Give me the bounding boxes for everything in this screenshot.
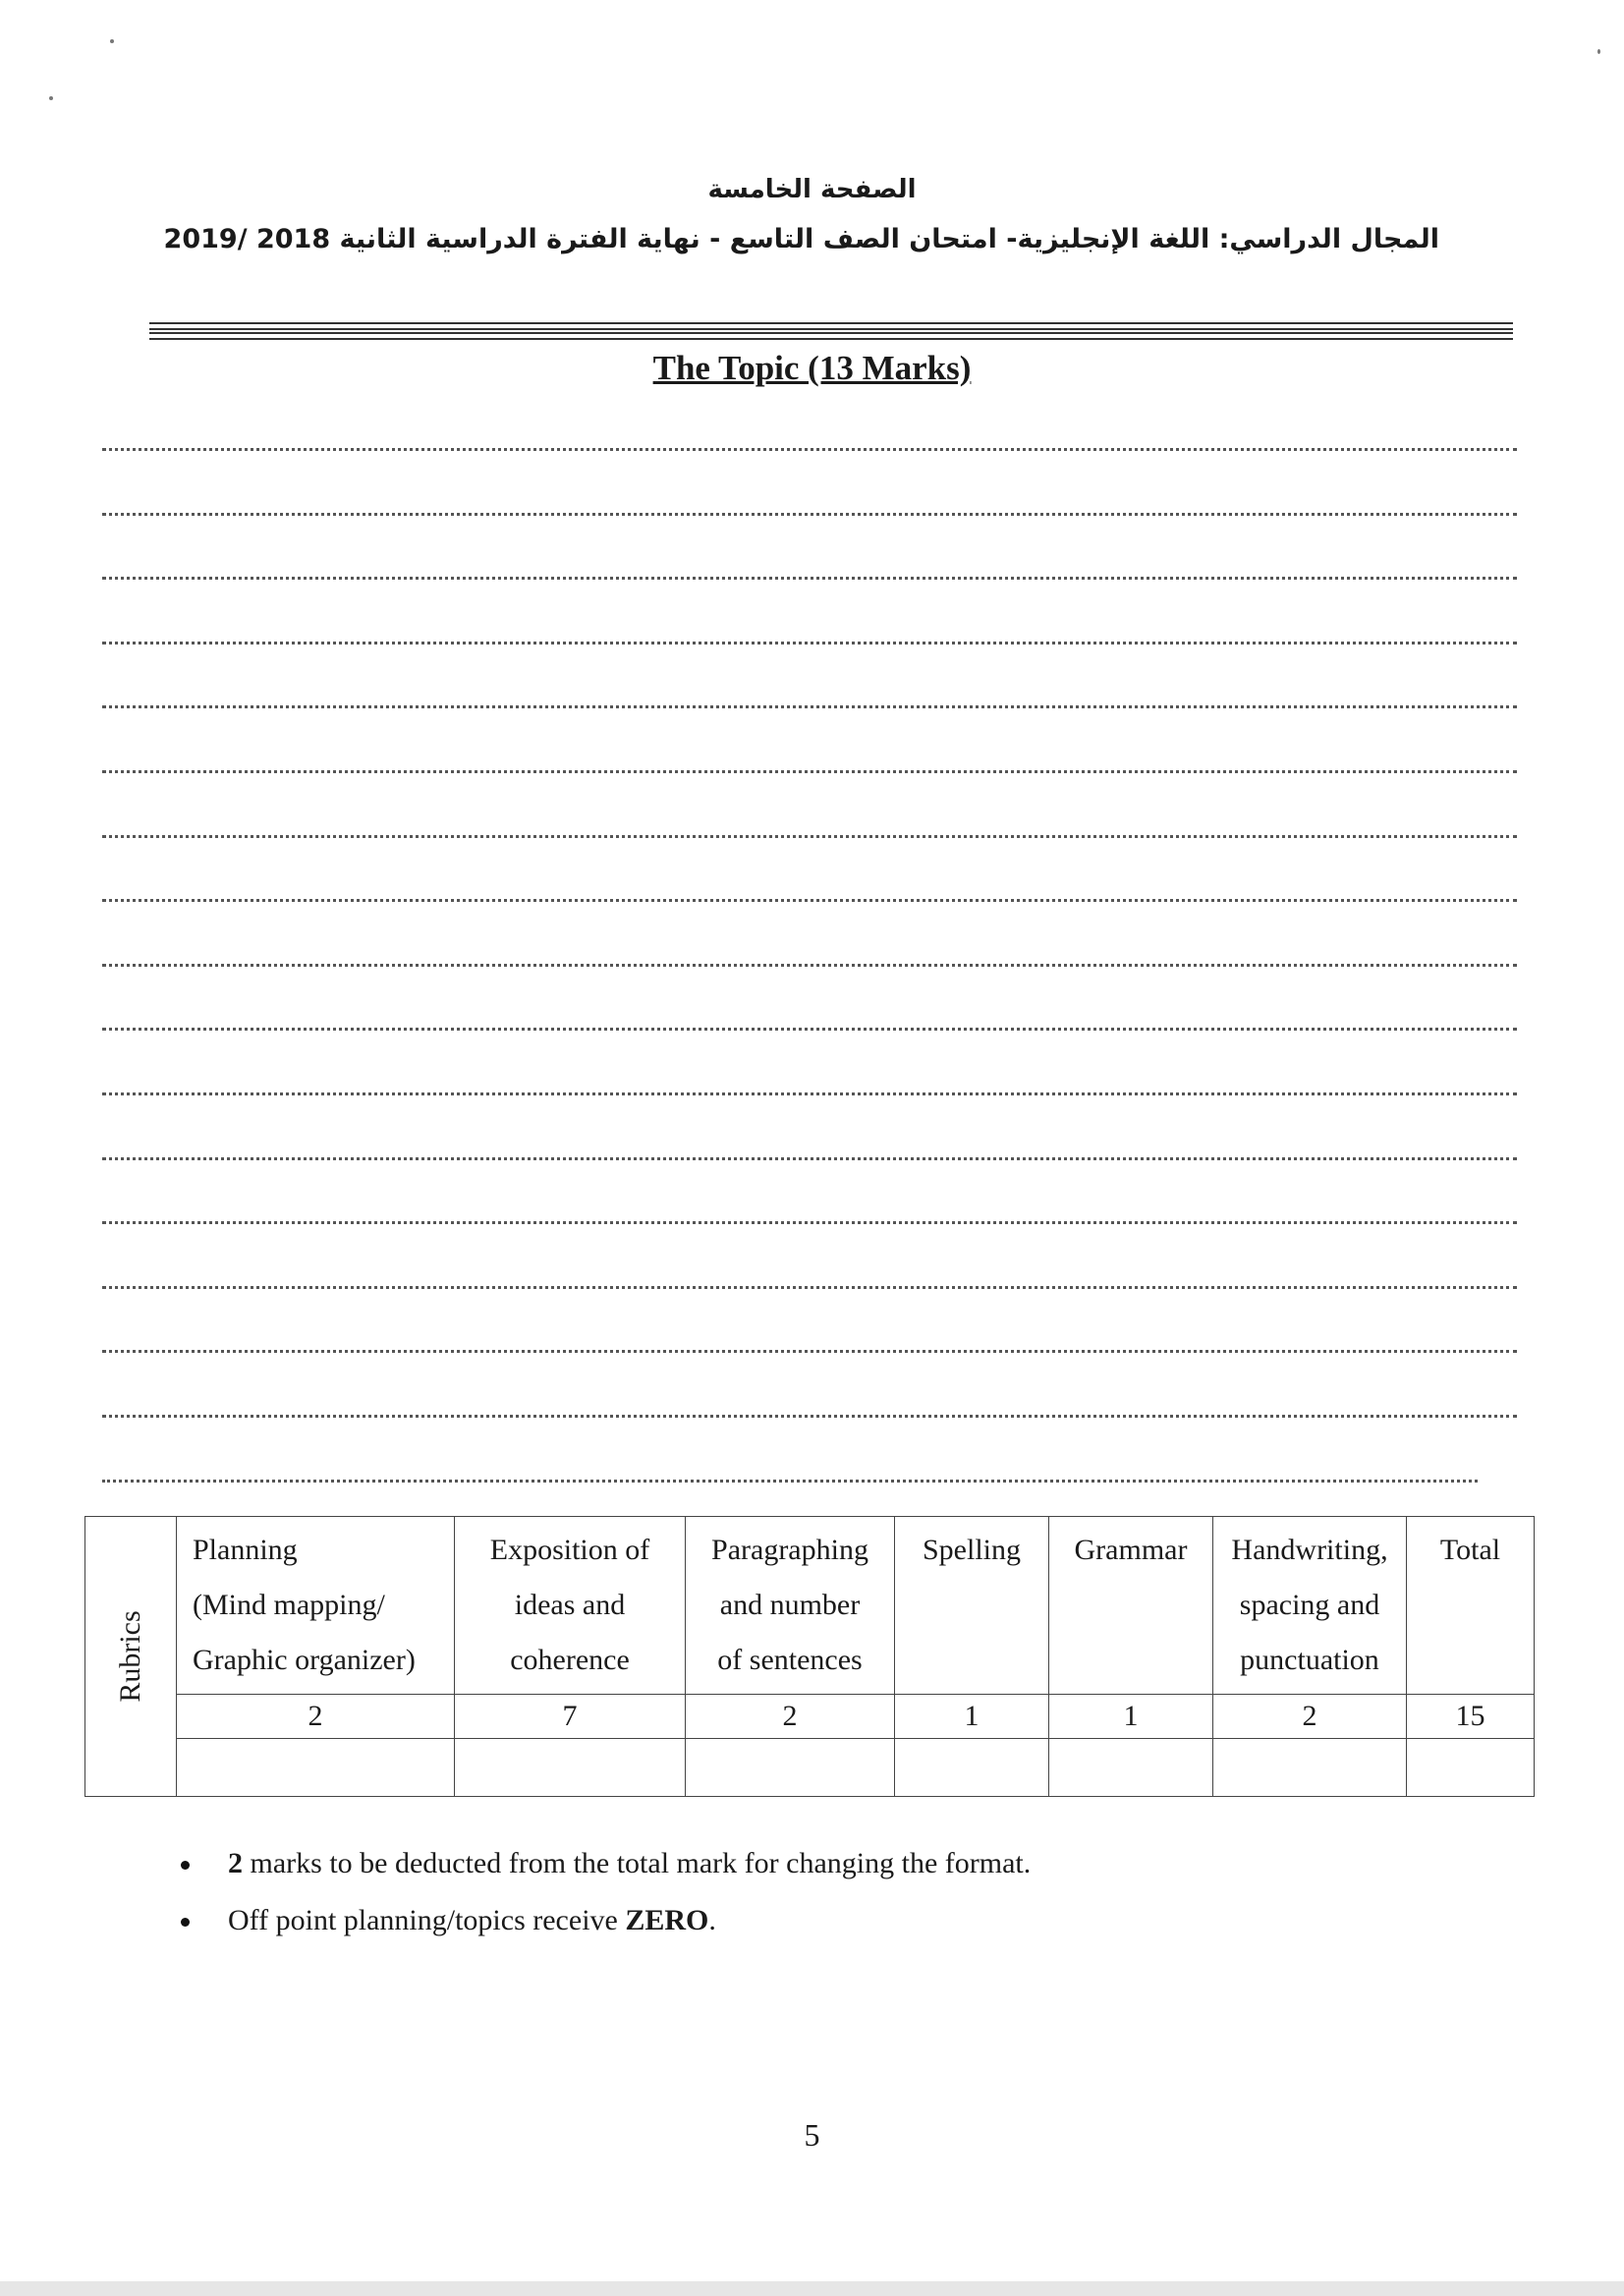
answer-line[interactable] bbox=[102, 1091, 1517, 1095]
rubric-header-row bbox=[85, 1517, 1535, 1695]
rubric-col-paragraphing: Paragraphing and number of sentences bbox=[686, 1517, 895, 1695]
answer-line[interactable] bbox=[102, 833, 1517, 838]
header-divider bbox=[149, 322, 1513, 330]
scan-speck bbox=[49, 96, 53, 100]
rubric-table bbox=[84, 1516, 1535, 1797]
score-entry-planning[interactable] bbox=[177, 1739, 455, 1797]
rubric-col-exposition: Exposition of ideas and coherence bbox=[455, 1517, 686, 1695]
answer-line[interactable] bbox=[102, 897, 1517, 902]
mark-handwriting: 2 bbox=[1213, 1695, 1407, 1739]
rubric-col-grammar: Grammar bbox=[1049, 1517, 1213, 1695]
answer-line[interactable] bbox=[102, 640, 1517, 644]
answer-line[interactable] bbox=[102, 446, 1517, 451]
score-entry-exposition[interactable] bbox=[455, 1739, 686, 1797]
rubric-label-text: Rubrics bbox=[114, 1610, 146, 1703]
answer-line[interactable] bbox=[102, 1219, 1517, 1224]
score-entry-grammar[interactable] bbox=[1049, 1739, 1213, 1797]
answer-line[interactable] bbox=[102, 1348, 1517, 1353]
header-divider bbox=[149, 332, 1513, 340]
mark-paragraphing: 2 bbox=[686, 1695, 895, 1739]
page-number: 5 bbox=[804, 2117, 820, 2153]
scan-speck bbox=[1597, 49, 1600, 54]
mark-exposition: 7 bbox=[455, 1695, 686, 1739]
answer-line[interactable] bbox=[102, 575, 1517, 580]
rubric-col-planning: Planning (Mind mapping/ Graphic organizer) bbox=[177, 1517, 455, 1695]
mark-total: 15 bbox=[1407, 1695, 1535, 1739]
answer-line[interactable] bbox=[102, 1026, 1517, 1031]
answer-line[interactable] bbox=[102, 1478, 1478, 1483]
mark-spelling: 1 bbox=[895, 1695, 1049, 1739]
score-entry-total[interactable] bbox=[1407, 1739, 1535, 1797]
topic-title: The Topic (13 Marks) bbox=[652, 349, 972, 387]
answer-line[interactable] bbox=[102, 1413, 1517, 1418]
rubric-row-label bbox=[85, 1517, 177, 1797]
answer-line[interactable] bbox=[102, 1155, 1517, 1160]
mark-grammar: 1 bbox=[1049, 1695, 1213, 1739]
rubric-col-total: Total bbox=[1407, 1517, 1535, 1695]
subject-line: المجال الدراسي: اللغة الإنجليزية- امتحان الصف التاسع - نهاية الفترة الدراسية الثانية 2018 /2019 bbox=[163, 224, 1439, 254]
note-item: 2 marks to be deducted from the total mark for changing the format. bbox=[177, 1847, 1031, 1880]
answer-line[interactable] bbox=[102, 962, 1517, 967]
rubric-col-spelling: Spelling bbox=[895, 1517, 1049, 1695]
answer-line[interactable] bbox=[102, 768, 1517, 773]
rubric-score-entry-row bbox=[85, 1739, 1535, 1797]
answer-line[interactable] bbox=[102, 703, 1517, 708]
page-label: الصفحة الخامسة bbox=[707, 175, 917, 204]
answer-line[interactable] bbox=[102, 511, 1517, 516]
score-entry-handwriting[interactable] bbox=[1213, 1739, 1407, 1797]
score-entry-spelling[interactable] bbox=[895, 1739, 1049, 1797]
scan-edge bbox=[0, 2281, 1624, 2296]
rubric-marks-row bbox=[85, 1695, 1535, 1739]
score-entry-paragraphing[interactable] bbox=[686, 1739, 895, 1797]
note-item: Off point planning/topics receive ZERO. bbox=[177, 1904, 1031, 1937]
scan-speck bbox=[110, 39, 114, 43]
mark-planning: 2 bbox=[177, 1695, 455, 1739]
rubric-col-handwriting: Handwriting, spacing and punctuation bbox=[1213, 1517, 1407, 1695]
answer-line[interactable] bbox=[102, 1284, 1517, 1289]
notes-list bbox=[177, 1847, 1031, 1961]
